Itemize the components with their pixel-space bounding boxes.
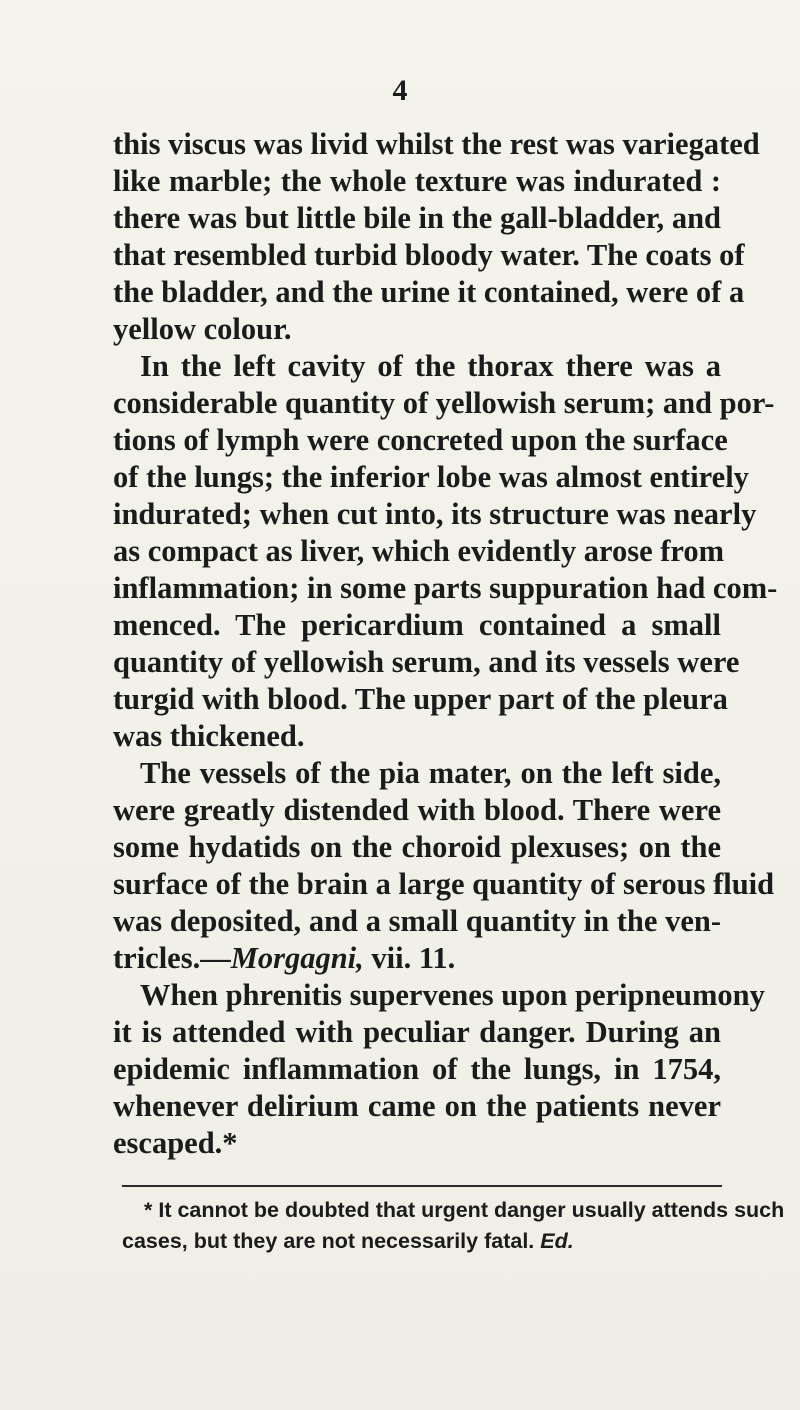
text-line: that resembled turbid bloody water. The coats of (113, 238, 745, 272)
text-line: indurated; when cut into, its structure was nearly (113, 497, 757, 531)
footnote-line: * It cannot be doubted that urgent danger usually attends such (144, 1198, 785, 1222)
editor-mark: Ed. (540, 1229, 574, 1253)
text-line: escaped.* (113, 1126, 238, 1160)
footnote-text: cases, but they are not necessarily fatal. (122, 1229, 535, 1253)
text-line: like marble; the whole texture was indurated : (113, 164, 721, 198)
text-line: epidemic inflammation of the lungs, in 1754, (113, 1052, 721, 1086)
citation-author: Morgagni, (230, 941, 364, 975)
text-line: there was but little bile in the gall-bladder, and (113, 201, 721, 235)
text-line: this viscus was livid whilst the rest was variegated (113, 127, 760, 161)
text-line: some hydatids on the choroid plexuses; on the (113, 830, 721, 864)
text-line: were greatly distended with blood. There were (113, 793, 721, 827)
text-line: as compact as liver, which evidently arose from (113, 534, 725, 568)
text-line: tions of lymph were concreted upon the surface (113, 423, 728, 457)
text-line: was thickened. (113, 719, 305, 753)
text-line: yellow colour. (113, 312, 292, 346)
text-line: whenever delirium came on the patients never (113, 1089, 721, 1123)
text-line: menced. The pericardium contained a small (113, 608, 721, 642)
text-line: of the lungs; the inferior lobe was almost entirely (113, 460, 749, 494)
citation-lead: tricles.— (113, 941, 231, 975)
footnote-rule (122, 1185, 722, 1187)
text-line-citation (113, 940, 721, 977)
text-line: turgid with blood. The upper part of the pleura (113, 682, 728, 716)
citation-ref: vii. 11. (363, 941, 456, 975)
text-line: When phrenitis supervenes upon peripneumony (140, 978, 765, 1012)
text-line: In the left cavity of the thorax there was a (140, 349, 721, 383)
text-line: quantity of yellowish serum, and its vessels were (113, 645, 740, 679)
footnote-line (122, 1226, 720, 1257)
text-line: it is attended with peculiar danger. During an (113, 1015, 721, 1049)
page-number: 4 (392, 74, 408, 107)
footnote (122, 1195, 785, 1257)
text-line: surface of the brain a large quantity of serous fluid (113, 867, 775, 901)
text-line: inflammation; in some parts suppuration had com- (113, 571, 778, 605)
text-line: considerable quantity of yellowish serum; and por- (113, 386, 775, 420)
text-line: The vessels of the pia mater, on the left side, (140, 756, 721, 790)
body-text (113, 126, 778, 1162)
text-line: the bladder, and the urine it contained, were of a (113, 275, 745, 309)
text-line: was deposited, and a small quantity in the ven- (113, 904, 721, 938)
